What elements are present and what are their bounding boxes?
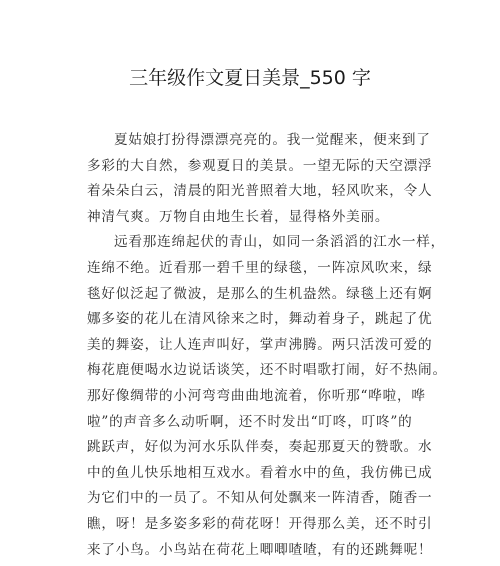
- essay-line: 毯好似泛起了微波，是那么的生机盎然。绿毯上还有婀: [87, 285, 433, 302]
- essay-line: 为它们中的一员了。不知从何处飘来一阵清香，随香一: [87, 490, 433, 507]
- essay-line: 神清气爽。万物自由地生长着，显得格外美丽。: [87, 208, 390, 225]
- essay-line: 那好像绸带的小河弯弯曲曲地流着，你听那“哗啦，哗: [87, 387, 426, 404]
- essay-line: 娜多姿的花儿在清风徐来之时，舞动着身子，跳起了优: [87, 311, 433, 328]
- essay-line: 多彩的大自然，参观夏日的美景。一望无际的天空漂浮: [87, 157, 433, 174]
- essay-line: 瞧，呀！是多姿多彩的荷花呀！开得那么美，还不时引: [87, 515, 433, 532]
- essay-line: 夏姑娘打扮得漂漂亮亮的。我一觉醒来，便来到了: [114, 132, 431, 148]
- essay-line: 着朵朵白云，清晨的阳光普照着大地，轻风吹来，令人: [87, 183, 433, 200]
- essay-line: 跳跃声，好似为河水乐队伴奏，奏起那夏天的赞歌。水: [87, 439, 433, 456]
- essay-line: 梅花鹿便喝水边说话谈笑，还不时唱歌打闹，好不热闹。: [87, 362, 447, 379]
- essay-line: 连绵不绝。近看那一碧千里的绿毯，一阵凉风吹来，绿: [87, 259, 433, 276]
- essay-line: 远看那连绵起伏的青山，如同一条滔滔的江水一样，: [114, 234, 446, 251]
- essay-line: 来了小鸟。小鸟站在荷花上唧唧喳喳，有的还跳舞呢！: [87, 541, 433, 558]
- essay-line: 美的舞姿，让人连声叫好，掌声沸腾。两只活泼可爱的: [87, 336, 433, 353]
- essay-line: 中的鱼儿快乐地相互戏水。看着水中的鱼，我仿佛已成: [87, 464, 433, 481]
- essay-line: 啦”的声音多么动听啊，还不时发出“叮咚，叮咚”的: [87, 413, 413, 430]
- document-title: 三年级作文夏日美景_550 字: [129, 67, 371, 89]
- essay-body: [87, 128, 447, 563]
